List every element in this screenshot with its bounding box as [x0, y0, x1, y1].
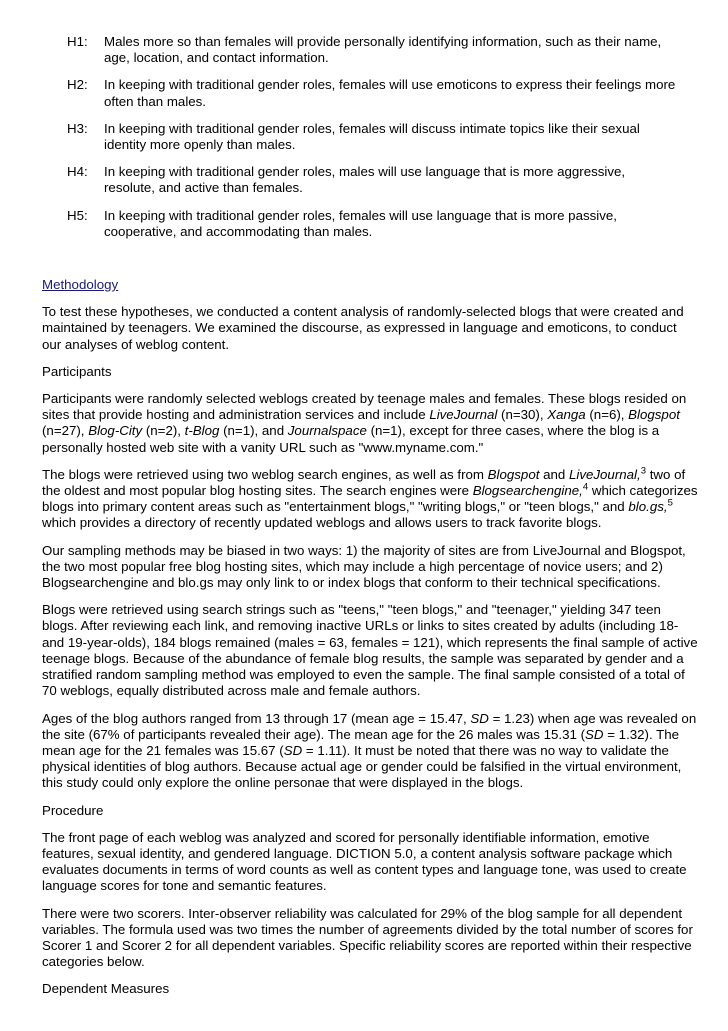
participants-paragraph-4: Blogs were retrieved using search strings such as "teens," "teen blogs," and "teenager," yielding 347 teen blogs. After reviewing each link, and removing inactive URLs or links to sites created by adults (including 18- and 19-year-olds), 184 blogs remained (males = 63, females = 121), which represents the final sample of active teenage blogs. Because of the abundance of female blog results, the sample was separated by gender and a stratified random sampling method was employed to even the sample. The final sample consisted of a total of 70 weblogs, equally distributed across male and female authors.	[42, 602, 698, 699]
hypothesis-text: In keeping with traditional gender roles, males will use language that is more aggressive, resolute, and active than females.	[104, 164, 626, 196]
participants-paragraph-5: Ages of the blog authors ranged from 13 through 17 (mean age = 15.47, SD = 1.23) when age was revealed on the site (67% of participants revealed their age). The mean age for the 26 males was 15.31 (SD = 1.32). The mean age for the 21 females was 15.67 (SD = 1.11). It must be noted that there was no way to validate the physical identities of blog authors. Because actual age or gender could be falsified in the virtual environment, this study could only explore the online personae that were displayed in the blogs.	[42, 710, 697, 791]
hypothesis-text: In keeping with traditional gender roles, females will discuss intimate topics like their sexual identity more openly than males.	[104, 120, 640, 153]
hypothesis-item	[42, 208, 698, 240]
hypothesis-label: H5:	[67, 207, 88, 223]
hypothesis-label: H4:	[67, 164, 88, 180]
footnote-marker: 4	[582, 481, 589, 493]
hypothesis-label: H1:	[67, 34, 88, 49]
hypothesis-item	[42, 121, 698, 153]
hypotheses-list	[42, 34, 698, 240]
methodology-intro: To test these hypotheses, we conducted a content analysis of randomly-selected blogs that were created and maintained by teenagers. We examined the discourse, as expressed in language and emoticons, to conduct our analyses of weblog content.	[42, 304, 684, 352]
participants-heading: Participants	[42, 363, 112, 379]
hypothesis-item	[42, 77, 698, 109]
procedure-heading: Procedure	[42, 802, 104, 818]
hypothesis-item	[42, 164, 698, 196]
methodology-heading-link[interactable]: Methodology	[42, 277, 119, 293]
hypothesis-text: Males more so than females will provide personally identifying information, such as their name, age, location, and contact information.	[104, 34, 662, 66]
footnote-marker: 5	[667, 497, 673, 509]
participants-paragraph-3: Our sampling methods may be biased in two ways: 1) the majority of sites are from LiveJournal and Blogspot, the two most popular free blog hosting sites, which may include a high percentage of novice users; and 2) Blogsearchengine and blo.gs may only link to or index blogs that conform to their technical specifications.	[42, 542, 686, 591]
hypothesis-text: In keeping with traditional gender roles, females will use language that is more passive, cooperative, and accommodating than males.	[104, 207, 617, 239]
hypothesis-item	[42, 34, 698, 66]
participants-paragraph-1: Participants were randomly selected weblogs created by teenage males and females. These blogs resided on sites that provide hosting and administration services and include LiveJournal (n=30), Xanga (n=6), Blogspot (n=27), Blog-City (n=2), t-Blog (n=1), and Journalspace (n=1), except for three cases, where the blog is a personally hosted web site with a vanity URL such as "www.myname.com."	[42, 391, 687, 455]
footnote-marker: 3	[640, 465, 646, 477]
procedure-paragraph-2: There were two scorers. Inter-observer reliability was calculated for 29% of the blog sample for all dependent variables. The formula used was two times the number of agreements divided by the total number of scores for Scorer 1 and Scorer 2 for all dependent variables. Specific reliability scores are reported within their respective categories below.	[42, 905, 693, 970]
hypothesis-text: In keeping with traditional gender roles, females will use emoticons to express their feelings more often than males.	[104, 77, 676, 109]
hypothesis-label: H3:	[67, 120, 88, 136]
dependent-measures-heading: Dependent Measures	[42, 981, 170, 997]
procedure-paragraph-1: The front page of each weblog was analyzed and scored for personally identifiable information, emotive features, sexual identity, and gendered language. DICTION 5.0, a content analysis software package which evaluates documents in terms of word counts as well as content types and language tone, was used to create language scores for tone and semantic features.	[42, 829, 687, 894]
participants-paragraph-2: The blogs were retrieved using two weblog search engines, as well as from Blogspot and LiveJournal,$^3$ two of the oldest and most popular blog hosting sites. The search engines were Blogsearchengine,$^4$ which categorizes blogs into primary content areas such as "entertainment blogs," "writing blogs," or "teen blogs," and blo.gs,$^5$ which provides a directory of recently updated weblogs and allows users to track favorite blogs.	[42, 465, 698, 531]
hypothesis-label: H2:	[67, 77, 88, 93]
